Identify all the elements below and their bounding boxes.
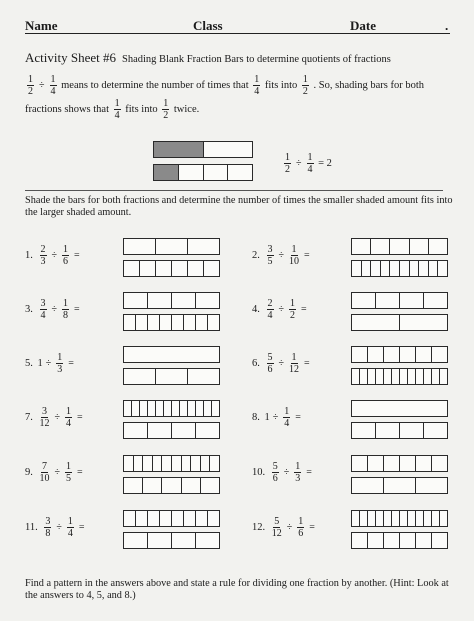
fraction-bar-top[interactable] [123,238,220,255]
bar-cell[interactable] [201,456,211,471]
bar-cell[interactable] [416,347,432,362]
fraction-bar-top[interactable] [123,346,220,363]
fraction: $\frac{1}{3}$ [57,352,63,375]
bar-cell[interactable] [143,478,162,493]
bar-cell[interactable] [352,423,376,438]
fraction: $\frac{1}{2}$ [302,74,308,97]
fraction: $\frac{2}{4}$ [267,298,273,321]
div-sign: ÷ [278,358,284,369]
equals-sign: = [78,522,85,533]
equals-sign: = [295,412,301,423]
bar-cell[interactable] [204,261,219,276]
bar-cell[interactable] [124,293,148,308]
problem-5 [25,352,77,375]
bar-cell[interactable] [352,239,371,254]
bar-cell[interactable] [376,511,384,526]
bar-cell[interactable] [352,315,400,330]
bar-cell[interactable] [424,511,432,526]
bar-cell[interactable] [432,456,447,471]
bar-cell[interactable] [352,261,362,276]
bar-cell[interactable] [360,369,368,384]
fraction: $\frac{5}{6}$ [267,352,273,375]
bar-cell[interactable] [368,347,384,362]
problem-number: 5. [25,357,33,369]
bar-cell[interactable] [384,347,400,362]
bar-cell[interactable] [191,456,201,471]
bar-cell[interactable] [124,369,156,384]
bar-cell[interactable] [210,456,219,471]
bar-cell[interactable] [196,423,219,438]
intro-text: fractions shows that [25,103,109,115]
fraction-bar-top[interactable] [123,455,220,472]
bar-cell[interactable] [172,511,184,526]
bar-cell[interactable] [162,478,181,493]
page-title [25,50,391,66]
bar-cell[interactable] [400,261,410,276]
bar-cell[interactable] [371,239,390,254]
bar-cell[interactable] [352,478,384,493]
fraction: $\frac{2}{3}$ [40,244,46,267]
bar-cell[interactable] [352,511,360,526]
bar-cell[interactable] [184,511,196,526]
fraction-bar-bottom[interactable] [351,477,448,494]
instructions: Shade the bars for both fractions and determine the number of times the smaller shaded amount fits into the larger shaded amount. [25,195,453,218]
bar-cell[interactable] [228,165,252,180]
bar-cell[interactable] [352,456,368,471]
bar-cell[interactable] [132,401,140,416]
bar-cell[interactable] [432,511,440,526]
fraction: $\frac{1}{5}$ [66,461,71,484]
equals-sign: = [74,250,80,261]
bar-cell[interactable] [352,401,447,416]
fraction-bar-top[interactable] [351,510,448,527]
bar-cell[interactable] [432,347,447,362]
intro-text: twice. [173,103,200,115]
fraction: $\frac{5}{12}$ [271,516,282,539]
bar-cell[interactable] [160,315,172,330]
bar-cell[interactable] [352,347,368,362]
fraction-bar-bottom[interactable] [123,422,220,439]
bar-cell[interactable] [188,401,196,416]
fraction-bar-bottom[interactable] [351,422,448,439]
problem-number: 8. [252,411,260,423]
fraction: $\frac{7}{10}$ [39,461,50,484]
bar-cell[interactable] [140,261,156,276]
whole-number: 1 [264,411,270,423]
bar-cell[interactable] [148,315,160,330]
bar-cell[interactable] [196,315,208,330]
bar-cell[interactable] [136,511,148,526]
div-sign: ÷ [39,80,45,91]
whole-number: 1 [37,357,43,369]
intro-line-1 [25,74,424,97]
bar-cell[interactable] [208,315,219,330]
bar-cell[interactable] [180,401,188,416]
bar-cell[interactable] [429,239,447,254]
intro-text: fits into [264,79,298,91]
footer-question: Find a pattern in the answers above and state a rule for dividing one fraction by another. (Hint: Look at the answers to 4, 5, and 8.) [25,578,449,601]
name-label: Name [25,18,58,33]
bar-cell[interactable] [400,315,447,330]
intro-text: means to determine the number of times that [61,79,249,91]
fraction-bar-bottom[interactable] [123,532,220,549]
bar-cell[interactable] [148,533,172,548]
fraction: $\frac{1}{6}$ [63,244,68,267]
bar-cell[interactable] [362,261,372,276]
problem-2 [252,244,313,267]
bar-cell[interactable] [188,261,204,276]
fraction: $\frac{1}{10}$ [289,244,299,267]
bar-cell[interactable] [416,478,447,493]
problem-6 [252,352,313,375]
problem-number: 3. [25,303,33,315]
bar-cell[interactable] [196,293,219,308]
fraction-bar-top[interactable] [351,292,448,309]
demo-bar-top [153,141,253,158]
bar-cell[interactable] [156,239,188,254]
bar-cell[interactable] [188,239,219,254]
bar-cell[interactable] [384,511,392,526]
bar-cell[interactable] [148,423,172,438]
bar-cell[interactable] [424,423,447,438]
bar-cell[interactable] [368,533,384,548]
equals-sign: = [306,467,312,478]
bar-cell[interactable] [154,142,204,157]
fraction: $\frac{1}{2}$ [28,74,33,97]
bar-cell[interactable] [124,511,136,526]
intro-line-2 [25,98,199,121]
div-sign: ÷ [296,158,302,169]
bar-cell[interactable] [390,261,400,276]
bar-cell[interactable] [376,423,400,438]
problem-number: 2. [252,249,260,261]
fraction-bar-top[interactable] [123,510,220,527]
bar-cell[interactable] [440,511,447,526]
bar-cell[interactable] [143,456,153,471]
bar-cell[interactable] [371,261,381,276]
problem-7 [25,406,86,429]
bar-cell[interactable] [164,401,172,416]
fraction: $\frac{1}{2}$ [163,98,169,121]
bar-cell[interactable] [352,533,368,548]
fraction-bar-top[interactable] [123,400,220,417]
bar-cell[interactable] [156,261,172,276]
bar-cell[interactable] [408,511,416,526]
fraction: $\frac{1}{4}$ [114,98,120,121]
bar-cell[interactable] [400,456,416,471]
problem-number: 11. [25,521,38,533]
equals-sign: = [301,304,307,315]
bar-cell[interactable] [400,293,424,308]
fraction-bar-top[interactable] [351,455,448,472]
fraction: $\frac{1}{4}$ [66,406,71,429]
problem-11 [25,516,88,539]
bar-cell[interactable] [424,369,432,384]
problem-10 [252,461,315,484]
bar-cell[interactable] [419,261,429,276]
problem-number: 12. [252,521,266,533]
fraction-bar-bottom[interactable] [123,260,220,277]
bar-cell[interactable] [204,142,253,157]
bar-cell[interactable] [416,533,432,548]
fraction: $\frac{1}{3}$ [295,461,301,484]
bar-cell[interactable] [384,456,400,471]
fraction-bar-bottom[interactable] [351,314,448,331]
bar-cell[interactable] [381,261,391,276]
problem-3 [25,298,83,321]
bar-cell[interactable] [201,478,219,493]
date-label: Date [350,18,376,33]
problem-number: 4. [252,303,260,315]
bar-cell[interactable] [124,239,156,254]
class-label: Class [193,18,223,33]
bar-cell[interactable] [368,456,384,471]
fraction: $\frac{3}{4}$ [40,298,46,321]
fraction: $\frac{1}{12}$ [289,352,299,375]
bar-cell[interactable] [416,511,424,526]
title-sub: Shading Blank Fraction Bars to determine quotients of fractions [122,54,391,65]
fraction: $\frac{1}{4}$ [50,74,56,97]
bar-cell[interactable] [204,165,229,180]
bar-cell[interactable] [400,533,416,548]
bar-cell[interactable] [429,261,439,276]
bar-cell[interactable] [136,315,148,330]
bar-cell[interactable] [188,369,219,384]
bar-cell[interactable] [392,369,400,384]
bar-cell[interactable] [384,478,416,493]
problem-number: 6. [252,357,260,369]
equals-sign: = [304,358,310,369]
bar-cell[interactable] [182,478,201,493]
bar-cell[interactable] [384,533,400,548]
bar-cell[interactable] [156,369,188,384]
bar-cell[interactable] [424,293,447,308]
bar-cell[interactable] [172,315,184,330]
demo-result: = 2 [318,157,332,169]
bar-cell[interactable] [172,261,188,276]
problem-number: 1. [25,249,33,261]
div-sign: ÷ [54,467,60,478]
problem-number: 7. [25,411,33,423]
bar-cell[interactable] [410,261,420,276]
bar-cell[interactable] [376,293,400,308]
bar-cell[interactable] [212,401,219,416]
bar-cell[interactable] [162,456,172,471]
header-line [25,18,450,34]
fraction: $\frac{1}{4}$ [254,74,260,97]
fraction: $\frac{1}{2}$ [285,152,290,175]
problem-number: 10. [252,466,266,478]
bar-cell[interactable] [124,315,136,330]
intro-text: . So, shading bars for both [313,79,425,91]
bar-cell[interactable] [148,293,172,308]
bar-cell[interactable] [438,261,447,276]
bar-cell[interactable] [124,347,219,362]
fraction-bar-bottom[interactable] [351,532,448,549]
bar-cell[interactable] [196,511,208,526]
bar-cell[interactable] [432,369,440,384]
fraction-bar-bottom[interactable] [123,314,220,331]
divider [25,190,443,191]
demo-bar-bottom [153,164,253,181]
fraction: $\frac{1}{8}$ [63,298,68,321]
fraction-bar-top[interactable] [351,238,448,255]
div-sign: ÷ [45,358,52,369]
bar-cell[interactable] [124,401,132,416]
equals-sign: = [74,304,80,315]
fraction: $\frac{1}{4}$ [67,516,73,539]
bar-cell[interactable] [184,315,196,330]
bar-cell[interactable] [408,369,416,384]
equals-sign: = [77,412,83,423]
bar-cell[interactable] [153,456,163,471]
bar-cell[interactable] [392,511,400,526]
fraction: $\frac{5}{6}$ [272,461,278,484]
fraction-bar-bottom[interactable] [351,260,448,277]
div-sign: ÷ [278,304,284,315]
div-sign: ÷ [286,522,293,533]
div-sign: ÷ [56,522,62,533]
problem-1 [25,244,83,267]
bar-cell[interactable] [208,511,219,526]
bar-cell[interactable] [368,511,376,526]
equals-sign: = [309,522,315,533]
div-sign: ÷ [283,467,290,478]
fraction-bar-top[interactable] [351,400,448,417]
fraction: $\frac{1}{2}$ [290,298,295,321]
bar-cell[interactable] [400,511,408,526]
bar-cell[interactable] [416,456,432,471]
bar-cell[interactable] [148,401,156,416]
fraction: $\frac{3}{5}$ [267,244,273,267]
bar-cell[interactable] [384,369,392,384]
bar-cell[interactable] [360,511,368,526]
problem-4 [252,298,310,321]
fraction-bar-bottom[interactable] [351,368,448,385]
bar-cell[interactable] [179,165,204,180]
fraction: $\frac{3}{12}$ [39,406,50,429]
bar-cell[interactable] [160,511,172,526]
bar-cell[interactable] [352,369,360,384]
bar-cell[interactable] [376,369,384,384]
div-sign: ÷ [54,412,60,423]
bar-cell[interactable] [410,239,429,254]
equals-sign: = [77,467,83,478]
fraction: $\frac{1}{4}$ [307,152,313,175]
bar-cell[interactable] [196,533,219,548]
bar-cell[interactable] [124,478,143,493]
fraction-bar-top[interactable] [351,346,448,363]
fraction-bar-top[interactable] [123,292,220,309]
bar-cell[interactable] [416,369,424,384]
fraction: $\frac{1}{6}$ [298,516,304,539]
bar-cell[interactable] [368,369,376,384]
bar-cell[interactable] [124,456,134,471]
bar-cell[interactable] [440,369,447,384]
bar-cell[interactable] [172,293,196,308]
title-main: Activity Sheet #6 [25,50,116,65]
fraction-bar-bottom[interactable] [123,368,220,385]
intro-text: fits into [125,103,158,115]
problem-8 [252,406,304,429]
div-sign: ÷ [272,412,279,423]
demo-equation [282,152,332,175]
bar-cell[interactable] [156,401,164,416]
fraction-bar-bottom[interactable] [123,477,220,494]
problem-12 [252,516,318,539]
equals-sign: = [68,358,74,369]
bar-cell[interactable] [204,401,212,416]
bar-cell[interactable] [124,261,140,276]
fraction: $\frac{1}{4}$ [284,406,290,429]
problem-9 [25,461,86,484]
div-sign: ÷ [278,250,284,261]
bar-cell[interactable] [196,401,204,416]
bar-cell[interactable] [432,533,447,548]
problem-number: 9. [25,466,33,478]
bar-cell[interactable] [400,369,408,384]
bar-cell[interactable] [172,533,196,548]
bar-cell[interactable] [140,401,148,416]
bar-cell[interactable] [148,511,160,526]
bar-cell[interactable] [172,423,196,438]
bar-cell[interactable] [352,293,376,308]
bar-cell[interactable] [154,165,179,180]
bar-cell[interactable] [172,456,182,471]
bar-cell[interactable] [182,456,192,471]
div-sign: ÷ [51,250,57,261]
bar-cell[interactable] [124,423,148,438]
equals-sign: = [304,250,310,261]
bar-cell[interactable] [400,347,416,362]
bar-cell[interactable] [134,456,144,471]
fraction: $\frac{3}{8}$ [45,516,51,539]
bar-cell[interactable] [124,533,148,548]
bar-cell[interactable] [400,423,424,438]
bar-cell[interactable] [172,401,180,416]
div-sign: ÷ [51,304,57,315]
date-dot: . [445,18,449,33]
bar-cell[interactable] [390,239,409,254]
